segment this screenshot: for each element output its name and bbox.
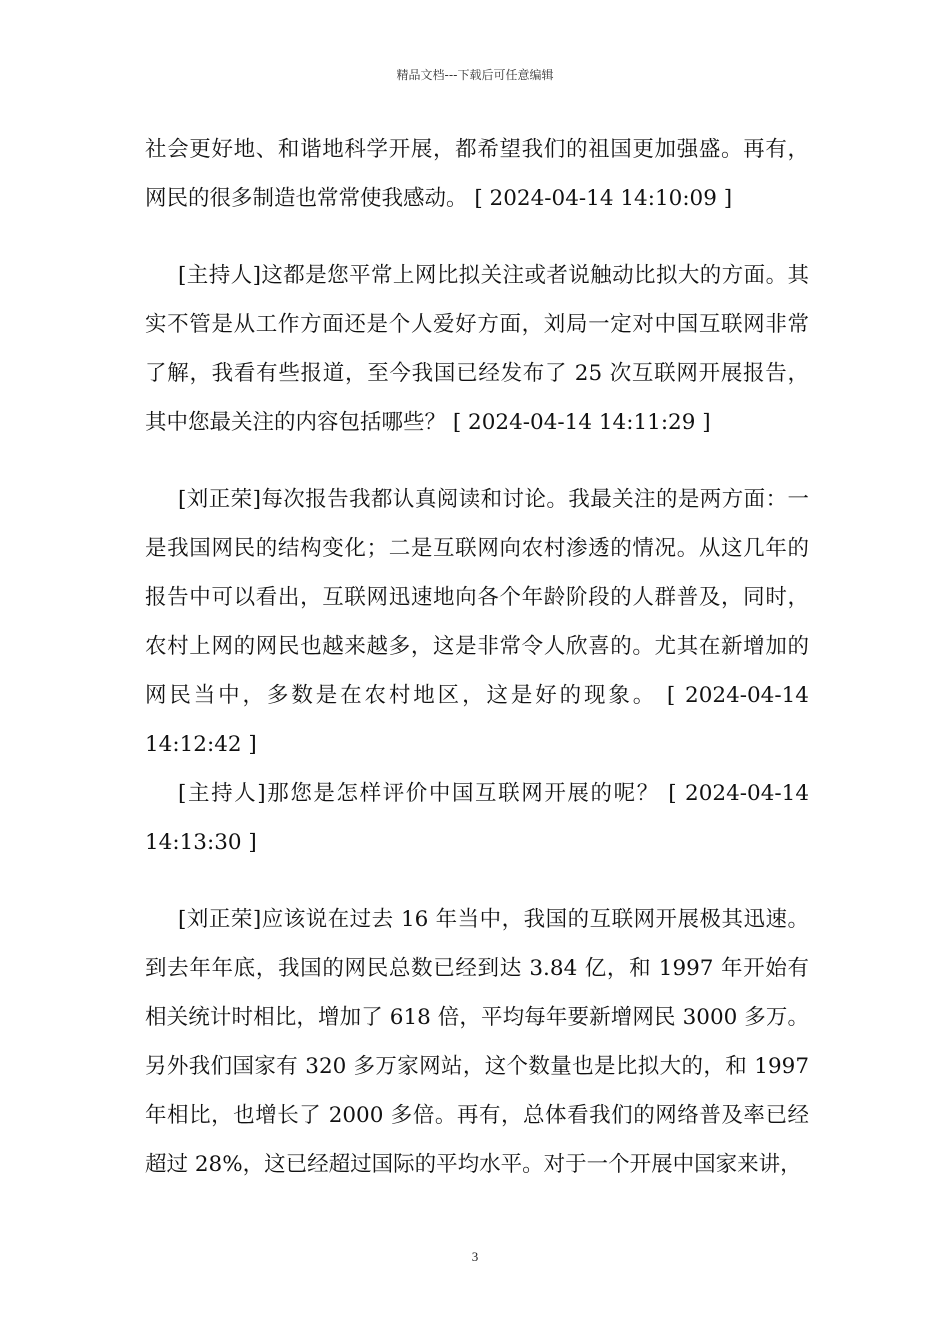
page-number: 3 [471,1249,479,1264]
paragraph-3: [刘正荣]每次报告我都认真阅读和讨论。我最关注的是两方面：一是我国网民的结构变化；二是互联网向农村渗透的情况。从这几年的报告中可以看出，互联网迅速地向各个年龄阶段的人群普及，同时，农村上网的网民也越来越多，这是非常令人欣喜的。尤其在新增加的网民当中，多数是在农村地区，这是好的现象。 [ 2024-04-14 14:12:42 ] [145,487,809,757]
document-body [145,125,809,1189]
paragraph-1: 社会更好地、和谐地科学开展，都希望我们的祖国更加强盛。再有，网民的很多制造也常常使我感动。 [ 2024-04-14 14:10:09 ] [145,137,809,211]
paragraph-4: [主持人]那您是怎样评价中国互联网开展的呢？ [ 2024-04-14 14:13:30 ] [145,781,809,855]
page-header: 精品文档---下载后可任意编辑 [396,68,554,82]
paragraph-5: [刘正荣]应该说在过去 16 年当中，我国的互联网开展极其迅速。到去年年底，我国的网民总数已经到达 3.84 亿，和 1997 年开始有相关统计时相比，增加了 618 倍，平均每年要新增网民 3000 多万。另外我们国家有 320 多万家网站，这个数量也是比拟大的，和 1997 年相比，也增长了 2000 多倍。再有，总体看我们的网络普及率已经超过 28%，这已经超过国际的平均水平。对于一个开展中国家来讲， [145,907,809,1177]
paragraph-2: [主持人]这都是您平常上网比拟关注或者说触动比拟大的方面。其实不管是从工作方面还是个人爱好方面，刘局一定对中国互联网非常了解，我看有些报道，至今我国已经发布了 25 次互联网开展报告，其中您最关注的内容包括哪些？ [ 2024-04-14 14:11:29 ] [145,263,809,435]
